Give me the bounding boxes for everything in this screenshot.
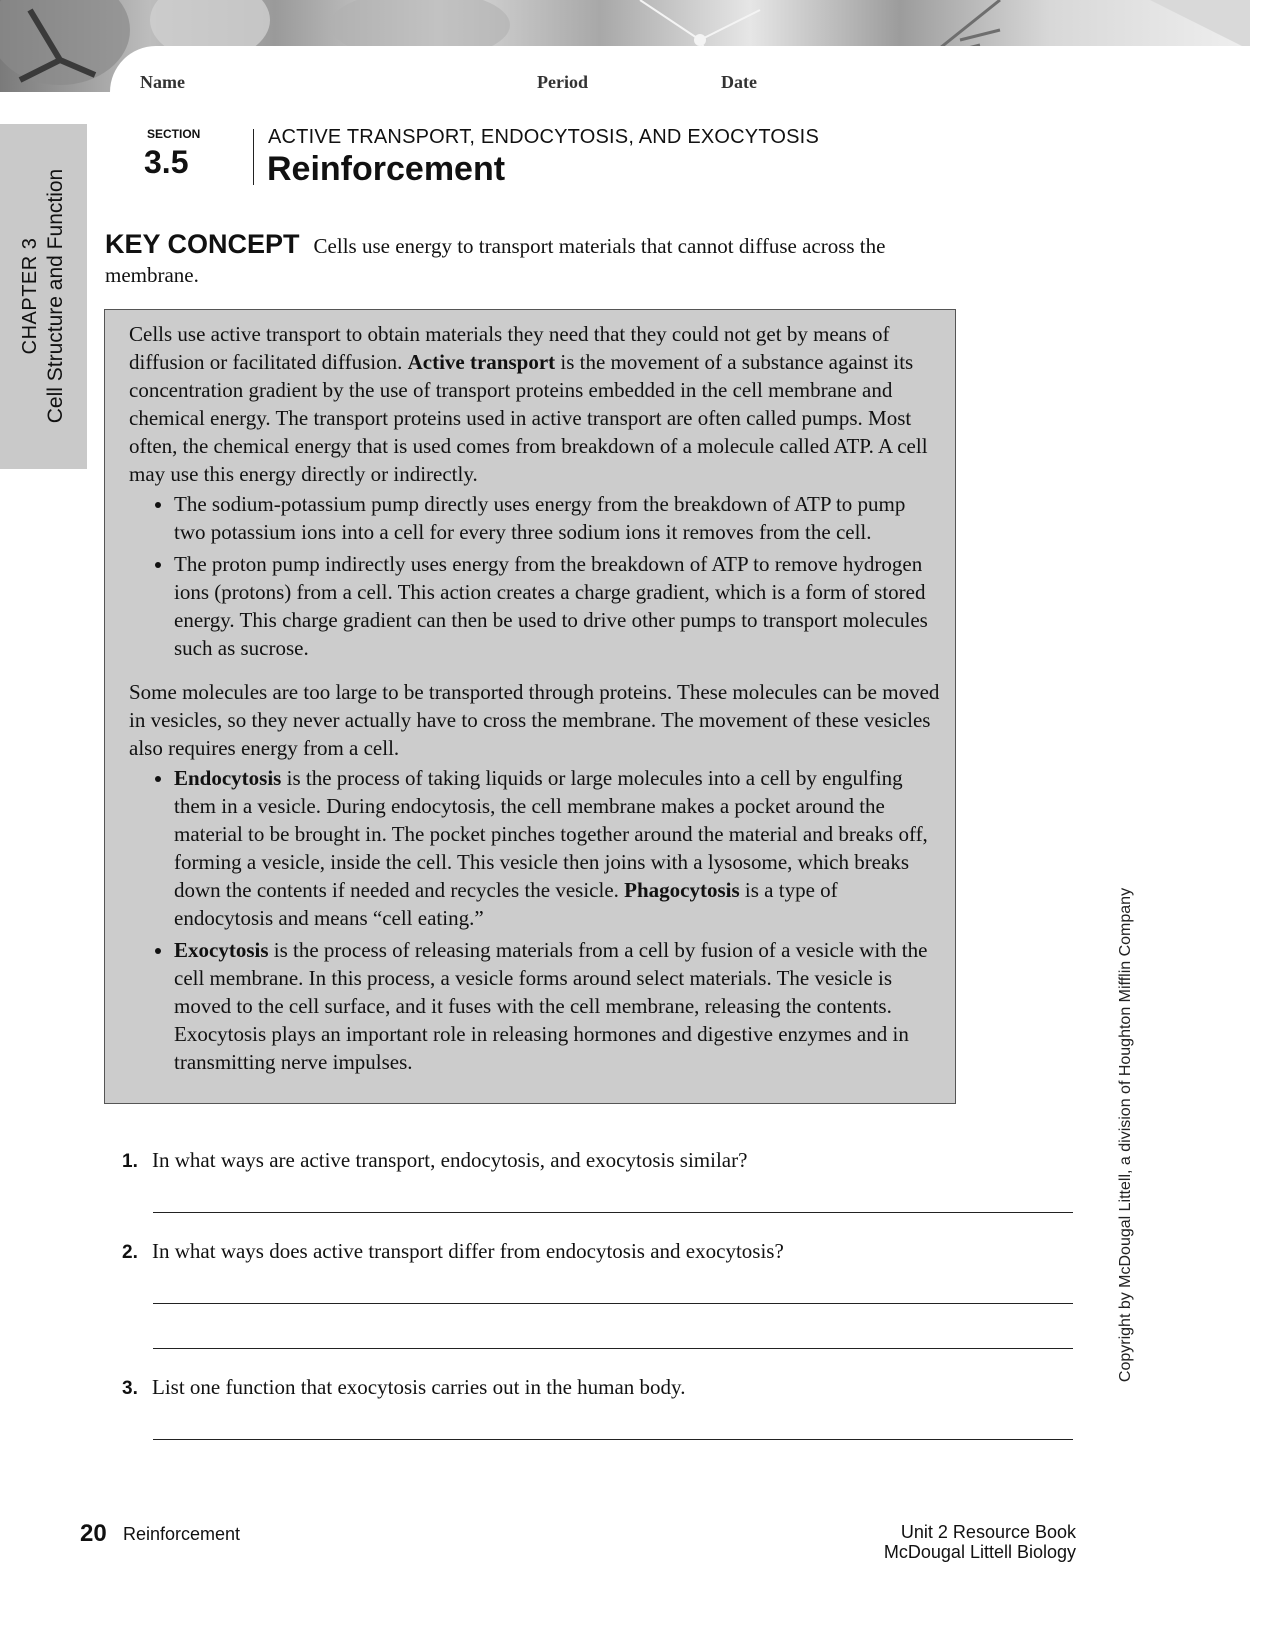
section-number: 3.5 [144, 144, 189, 180]
footer-book-line-2: McDougal Littell Biology [883, 1542, 1076, 1562]
chapter-subject: Cell Structure and Function [44, 168, 67, 424]
period-label: Period [537, 72, 588, 92]
answer-line-2a[interactable] [153, 1303, 1073, 1304]
box-paragraph-2: Some molecules are too large to be transported through proteins. These molecules can be moved in vesicles, so they never actually have to cross the membrane. The movement of these vesicles also requires energy from a cell. [129, 680, 940, 760]
key-concept-text: Cells use energy to transport materials that cannot diffuse across the membrane. [105, 234, 886, 287]
date-label: Date [721, 72, 757, 92]
question-text: List one function that exocytosis carries out in the human body. [152, 1375, 686, 1399]
answer-line-1[interactable] [153, 1212, 1073, 1213]
term-endocytosis: Endocytosis [174, 766, 282, 790]
chapter-label: CHAPTER 3 [19, 237, 41, 355]
header-banner-image [0, 0, 1250, 92]
question-3 [122, 1375, 685, 1400]
box-list-1 [129, 490, 941, 662]
list-item [174, 764, 941, 932]
list-item: • The sodium-potassium pump directly uses energy from the breakdown of ATP to pump two potassium ions into a cell for every three sodium ions it removes from the cell. [174, 490, 941, 546]
box-list-2 [129, 764, 941, 1076]
key-concept-label: KEY CONCEPT [105, 229, 300, 259]
footer-label: Reinforcement [123, 1524, 241, 1544]
reading-box [104, 309, 956, 1104]
question-number: 2. [122, 1242, 138, 1263]
header-white-strip [110, 46, 1250, 92]
footer-book-info [884, 1522, 1076, 1562]
copyright-notice: Copyright by McDougal Littell, a division of Houghton Mifflin Company [1117, 887, 1134, 1383]
section-subtitle: ACTIVE TRANSPORT, ENDOCYTOSIS, AND EXOCYTOSIS [268, 126, 819, 148]
answer-line-2b[interactable] [153, 1348, 1073, 1349]
name-label: Name [140, 72, 185, 92]
question-number: 3. [122, 1378, 138, 1399]
question-number: 1. [122, 1151, 138, 1172]
footer-book-line-1: Unit 2 Resource Book [900, 1522, 1076, 1542]
question-text: In what ways are active transport, endocytosis, and exocytosis similar? [152, 1148, 748, 1172]
text-run: Cells use active transport to obtain materials they need that they could not get by means of diffusion or facilitated diffusion. [129, 322, 890, 374]
answer-line-3[interactable] [153, 1439, 1073, 1440]
question-text: In what ways does active transport differ from endocytosis and exocytosis? [152, 1239, 784, 1263]
term-exocytosis: Exocytosis [174, 938, 269, 962]
list-item [174, 936, 941, 1076]
chapter-tab-text [17, 169, 69, 423]
text-run: is the process of taking liquids or large molecules into a cell by engulfing them in a vesicle. During endocytosis, the cell membrane makes a pocket around the material to be brought in. The pocket pinches together around the material and breaks off, forming a vesicle, inside the cell. This vesicle then joins with a lysosome, which breaks down the contents if needed and recycles the vesicle. [174, 766, 928, 902]
text-run: is a type of endocytosis and means “cell eating.” [174, 878, 838, 930]
page-number: 20 [80, 1520, 107, 1547]
page-title: Reinforcement [267, 150, 506, 188]
question-1 [122, 1148, 747, 1173]
section-label: SECTION [147, 127, 201, 141]
term-phagocytosis: Phagocytosis [624, 878, 740, 902]
text-run: is the movement of a substance against its concentration gradient by the use of transport proteins embedded in the cell membrane and chemical energy. The transport proteins used in active transport are often called pumps. Most often, the chemical energy that is used comes from breakdown of a molecule called ATP. A cell may use this energy directly or indirectly. [129, 350, 928, 486]
key-concept [105, 230, 945, 290]
text-run: is the process of releasing materials from a cell by fusion of a vesicle with the cell membrane. In this process, a vesicle forms around select materials. The vesicle is moved to the cell surface, and it fuses with the cell membrane, releasing the contents. Exocytosis plays an important role in releasing hormones and digestive enzymes and in transmitting nerve impulses. [174, 938, 928, 1074]
term-active-transport: Active transport [407, 350, 556, 374]
question-2 [122, 1239, 784, 1264]
box-paragraph-1 [129, 320, 941, 488]
chapter-side-tab [0, 124, 87, 469]
list-item: • The proton pump indirectly uses energy from the breakdown of ATP to remove hydrogen ions (protons) from a cell. This action creates a charge gradient, which is a form of stored energy. This charge gradient can then be used to drive other pumps to transport molecules such as sucrose. [174, 550, 941, 662]
section-divider [253, 129, 254, 185]
